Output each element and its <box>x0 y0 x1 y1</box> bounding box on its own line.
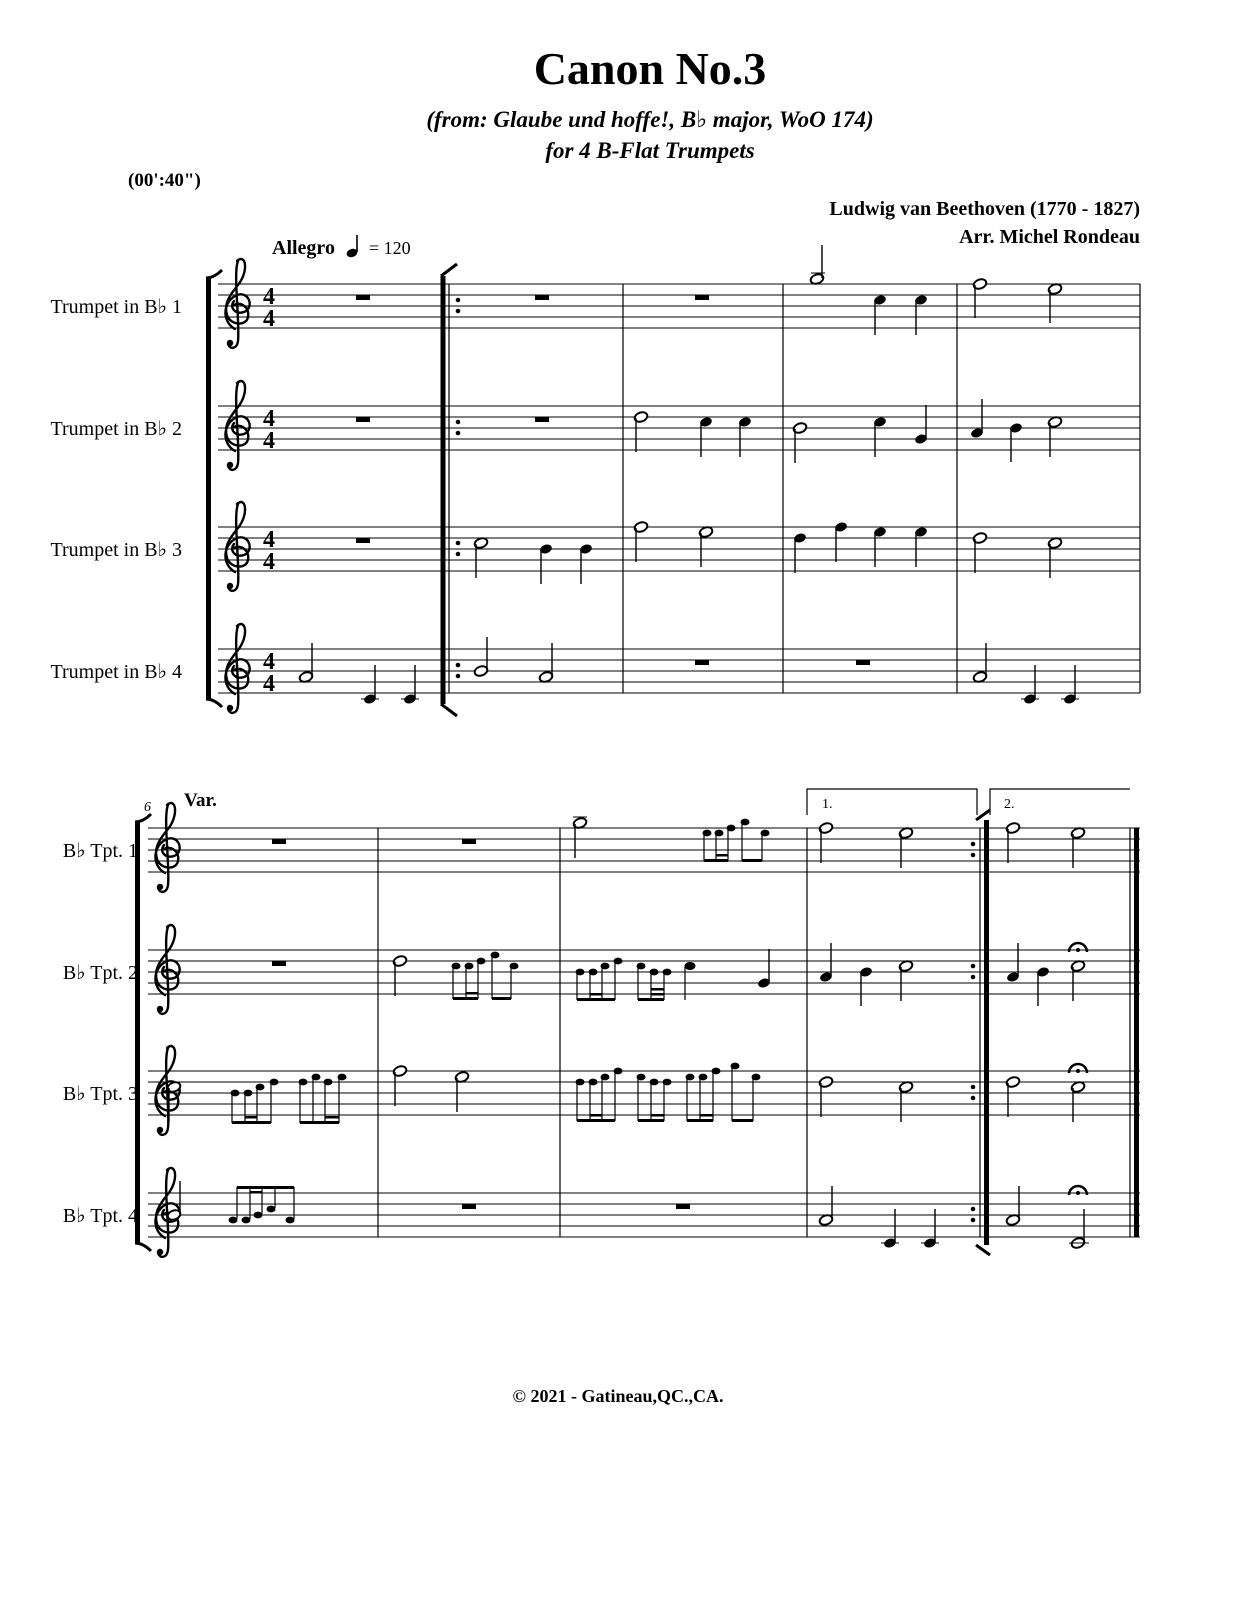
barlines-system-2 <box>378 828 1130 1237</box>
composer: Ludwig van Beethoven (1770 - 1827) <box>829 198 1140 220</box>
part-label: Trumpet in B♭ 4 <box>50 661 182 683</box>
time-sig-bottom: 4 <box>263 549 275 575</box>
duration: (00':40") <box>128 170 201 191</box>
instrumentation: for 4 B-Flat Trumpets <box>545 138 755 163</box>
part-label: B♭ Tpt. 1 <box>62 840 138 862</box>
staves-system-2 <box>148 828 1140 1237</box>
staff-2-1-notes <box>272 817 1086 868</box>
whole-rest <box>535 295 549 300</box>
time-sig-top: 4 <box>263 527 275 553</box>
bracket <box>206 278 211 699</box>
measure-number: 6 <box>144 800 151 815</box>
score-subtitle: (from: Glaube und hoffe!, B♭ major, WoO 174) <box>426 107 874 132</box>
staff-2-2-notes <box>272 943 1087 1006</box>
part-label: B♭ Tpt. 4 <box>62 1205 138 1227</box>
staff-1 <box>218 245 1140 348</box>
time-sig-top: 4 <box>263 284 275 310</box>
copyright: © 2021 - Gatineau,QC.,CA. <box>512 1386 724 1406</box>
whole-rest <box>695 295 709 300</box>
repeat-dots <box>456 298 461 679</box>
time-sig-bottom: 4 <box>263 671 275 697</box>
part-label: B♭ Tpt. 3 <box>62 1083 138 1105</box>
part-label: Trumpet in B♭ 3 <box>50 539 182 561</box>
volta-1-label: 1. <box>822 797 833 812</box>
staff-3 <box>218 502 1140 591</box>
tempo-text: Allegro <box>272 237 335 259</box>
staff-4 <box>218 624 1140 713</box>
whole-rest <box>356 295 370 300</box>
time-sig-bottom: 4 <box>263 306 275 332</box>
arranger: Arr. Michel Rondeau <box>959 226 1140 248</box>
bracket <box>135 822 140 1243</box>
barlines-system-1 <box>441 264 1140 716</box>
time-sig-bottom: 4 <box>263 428 275 454</box>
volta-2-label: 2. <box>1004 797 1015 812</box>
part-label: Trumpet in B♭ 1 <box>50 296 182 318</box>
staff-2 <box>218 381 1140 470</box>
volta-brackets <box>807 789 1130 815</box>
rehearsal-text: Var. <box>184 790 217 811</box>
time-sig-top: 4 <box>263 649 275 675</box>
score-title: Canon No.3 <box>533 43 767 94</box>
time-sig-top: 4 <box>263 406 275 432</box>
part-label: B♭ Tpt. 2 <box>62 962 138 984</box>
tempo-value: = 120 <box>368 238 411 258</box>
system-1 <box>206 245 1140 716</box>
part-label: Trumpet in B♭ 2 <box>50 418 182 440</box>
system-2 <box>135 789 1140 1257</box>
